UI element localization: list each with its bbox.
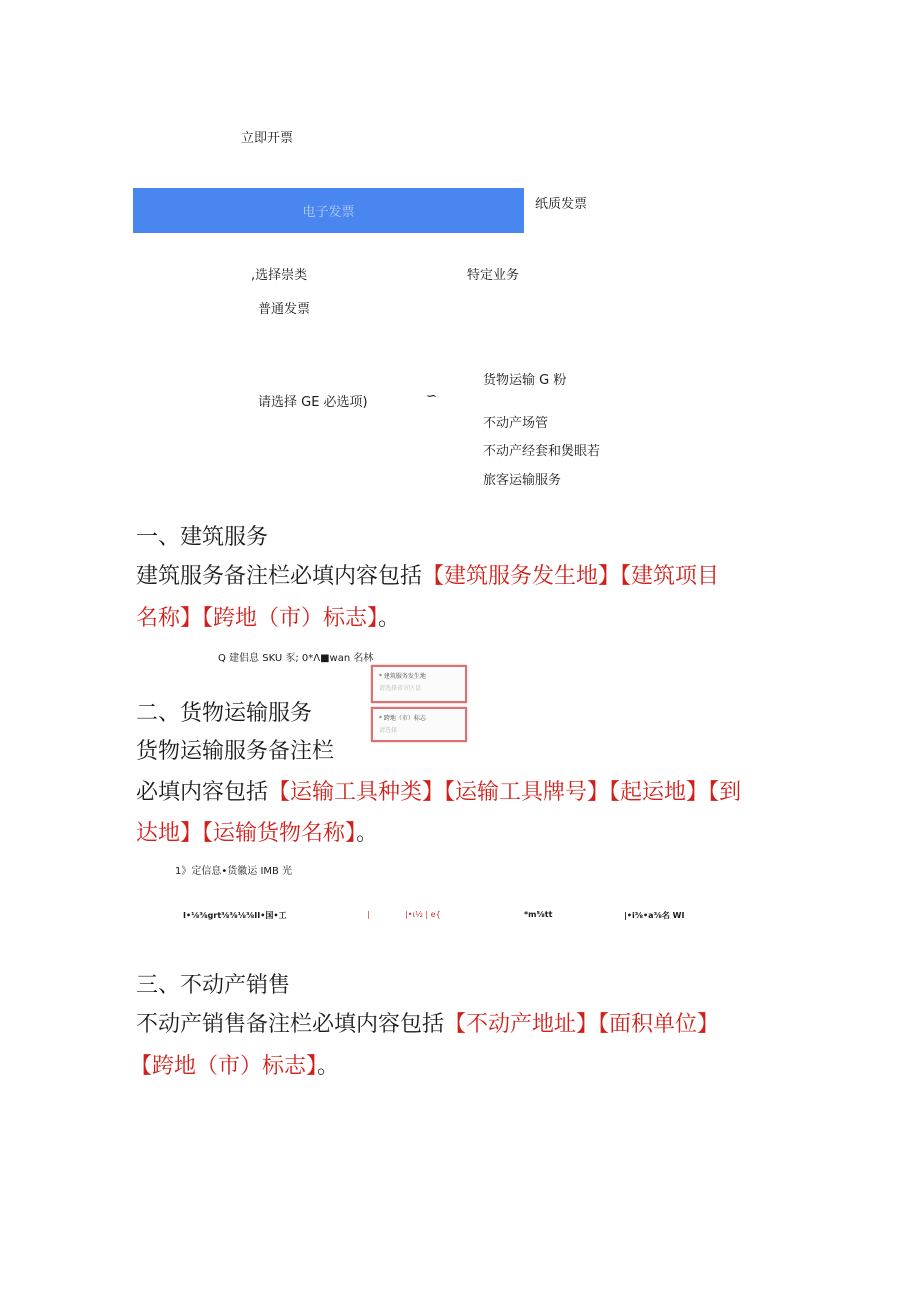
choose-type-label: ,选择崇类 <box>251 268 308 283</box>
section2-field-destination-cont: 达地】 <box>136 821 203 846</box>
cross-region-label: * 跨地（市）标志 <box>379 715 426 722</box>
special-business-label: 特定业务 <box>467 268 520 283</box>
option-freight[interactable]: 货物运输 G 粉 <box>483 373 567 388</box>
section2-line1: 货物运输服务备注栏 <box>136 739 335 764</box>
section1-line2 <box>136 598 400 640</box>
paper-invoice-option[interactable]: 纸质发票 <box>535 197 588 212</box>
freight-row-col3: *m⅝tt <box>524 910 553 919</box>
section2-field-origin: 【起运地】 <box>609 780 709 805</box>
section1-line2-end: 。 <box>378 606 401 631</box>
section3-line1-prefix: 不动产销售备注栏必填内容包括 <box>136 1012 445 1037</box>
section2-field-cargo-name: 【运输货物名称】 <box>202 821 357 846</box>
freight-row-divider: | <box>367 910 370 919</box>
section1-field-cross-region: 【跨地（市）标志】 <box>202 606 379 631</box>
select-prompt[interactable]: 请选择 GE 必选项) <box>258 395 368 410</box>
construction-location-placeholder: 请选择省市区县 <box>379 685 422 692</box>
electronic-invoice-button[interactable] <box>133 188 524 233</box>
section1-line1 <box>136 556 719 598</box>
section3-line2 <box>130 1046 339 1088</box>
section3-line2-end: 。 <box>317 1054 340 1079</box>
section1-field-project: 【建筑项目 <box>620 564 720 589</box>
invoice-title: 立即开票 <box>241 131 294 146</box>
dropdown-arrow-icon[interactable]: ∽ <box>426 389 437 404</box>
section2-field-plate: 【运输工具牌号】 <box>444 780 610 805</box>
electronic-invoice-label: 电子发票 <box>302 205 355 220</box>
section1-field-location: 【建筑服务发生地】 <box>422 564 621 589</box>
section2-heading: 二、货物运输服务 <box>136 701 313 726</box>
section3-line1 <box>136 1004 719 1046</box>
construction-location-label: * 建筑服务发生地 <box>379 673 426 680</box>
option-passenger-transport[interactable]: 旅客运输服务 <box>483 473 562 488</box>
section1-caption: Q 建侣息 SKU 豕; 0*Λ■wan 名林 <box>218 653 374 664</box>
option-real-estate-lease[interactable]: 不动产经套和煲眼若 <box>483 444 601 459</box>
section2-line2 <box>136 772 741 814</box>
freight-row-col2: |•ι½ | e{ <box>405 910 441 919</box>
section1-heading: 一、建筑服务 <box>136 525 269 550</box>
section3-field-cross-region: 【跨地（市）标志】 <box>130 1054 318 1079</box>
section3-heading: 三、不动产销售 <box>136 973 291 998</box>
section2-field-destination: 【到 <box>708 780 742 805</box>
option-real-estate-venue[interactable]: 不动产场管 <box>483 416 549 431</box>
section2-caption: 1》定信息•货徽运 IMB 光 <box>175 866 293 877</box>
section2-line2-prefix: 必填内容包括 <box>136 780 269 805</box>
normal-invoice-option[interactable]: 普通发票 <box>258 302 311 317</box>
section2-line3-end: 。 <box>356 821 379 846</box>
construction-location-field[interactable] <box>371 665 467 703</box>
section2-field-vehicle-type: 【运输工具种类】 <box>268 780 445 805</box>
section3-field-address: 【不动产地址】 <box>444 1012 599 1037</box>
section1-field-project-cont: 名称】 <box>136 606 203 631</box>
freight-row-col4: |•i⅜•a⅜名 WI <box>624 911 685 920</box>
cross-region-placeholder: 请选择 <box>379 727 398 734</box>
section1-line1-prefix: 建筑服务备注栏必填内容包括 <box>136 564 423 589</box>
cross-region-field[interactable] <box>371 707 467 742</box>
section3-field-area-unit: 【面积单位】 <box>598 1012 720 1037</box>
section2-line3 <box>136 813 378 855</box>
freight-row-col1: I•⅛⅜grt⅜⅜⅛⅜II•国•工 <box>183 911 287 920</box>
